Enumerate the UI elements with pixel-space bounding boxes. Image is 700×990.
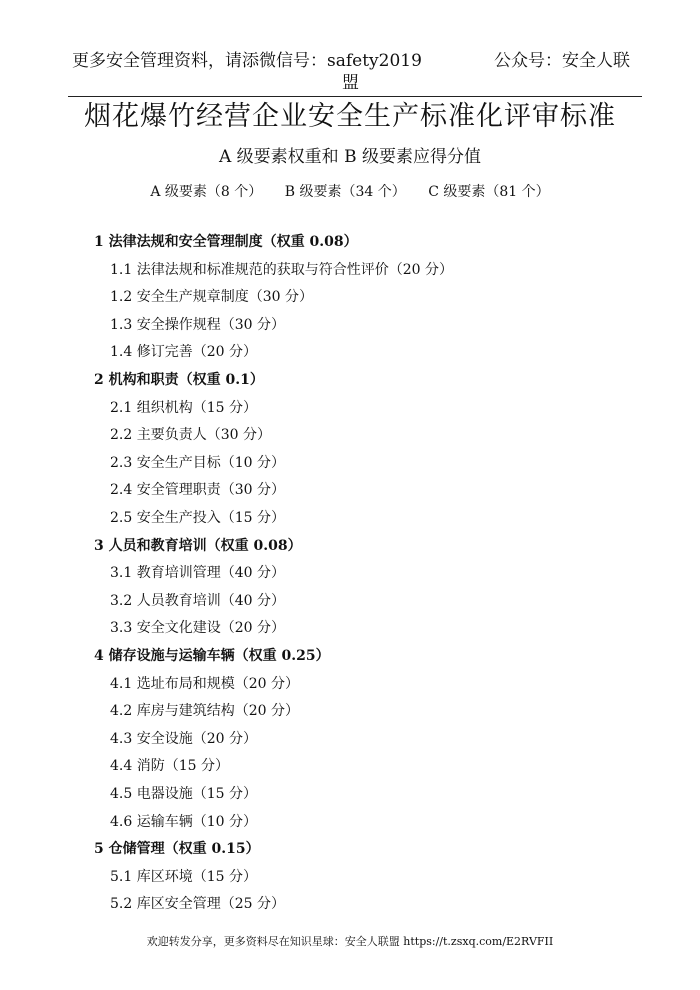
list-item: 5.2 库区安全管理（25 分） xyxy=(110,896,285,913)
element-counts xyxy=(0,182,700,202)
list-item: 1.1 法律法规和标准规范的获取与符合性评价（20 分） xyxy=(110,261,453,278)
footer-note: 欢迎转发分享，更多资料尽在知识星球：安全人联盟 https://t.zsxq.com/E2RVFII xyxy=(146,935,554,948)
count-c: C 级要素（81 个） xyxy=(428,184,550,200)
list-item: 4.2 库房与建筑结构（20 分） xyxy=(110,703,299,720)
header-divider xyxy=(68,96,642,97)
list-item: 4.5 电器设施（15 分） xyxy=(110,786,257,802)
list-item: 4.4 消防（15 分） xyxy=(110,758,229,775)
section-heading: 2 机构和职责（权重 0.1） xyxy=(94,372,264,388)
count-a: A 级要素（8 个） xyxy=(150,184,263,200)
header-wechat-note xyxy=(72,50,432,94)
list-item: 3.2 人员教育培训（40 分） xyxy=(110,592,285,609)
list-item: 2.4 安全管理职责（30 分） xyxy=(110,482,285,499)
list-item: 2.3 安全生产目标（10 分） xyxy=(110,454,285,471)
header-account-note: 公众号：安全人联 xyxy=(494,51,630,71)
count-b: B 级要素（34 个） xyxy=(284,184,406,200)
document-title: 烟花爆竹经营企业安全生产标准化评审标准 xyxy=(84,101,616,132)
list-item: 1.2 安全生产规章制度（30 分） xyxy=(110,289,313,306)
list-item: 5.1 库区环境（15 分） xyxy=(110,868,257,885)
list-item: 1.3 安全操作规程（30 分） xyxy=(110,316,285,333)
list-item: 2.2 主要负责人（30 分） xyxy=(110,427,271,444)
section-heading: 4 储存设施与运输车辆（权重 0.25） xyxy=(94,648,330,664)
list-item: 3.3 安全文化建设（20 分） xyxy=(110,620,285,637)
header-wechat-text: 更多安全管理资料，请添微信号：safety2019 xyxy=(72,51,422,71)
list-item: 2.1 组织机构（15 分） xyxy=(110,399,257,416)
list-item: 4.3 安全设施（20 分） xyxy=(110,730,257,747)
list-item: 1.4 修订完善（20 分） xyxy=(110,344,257,361)
header-wrap-text: 盟 xyxy=(342,73,359,93)
list-item: 4.1 选址布局和规模（20 分） xyxy=(110,675,299,692)
list-item: 3.1 教育培训管理（40 分） xyxy=(110,565,285,582)
section-heading: 3 人员和教育培训（权重 0.08） xyxy=(94,537,302,554)
document-subtitle: A 级要素权重和 B 级要素应得分值 xyxy=(219,147,481,167)
list-item: 4.6 运输车辆（10 分） xyxy=(110,813,257,830)
section-heading: 5 仓储管理（权重 0.15） xyxy=(94,841,260,858)
section-heading: 1 法律法规和安全管理制度（权重 0.08） xyxy=(94,234,358,250)
list-item: 2.5 安全生产投入（15 分） xyxy=(110,510,285,526)
